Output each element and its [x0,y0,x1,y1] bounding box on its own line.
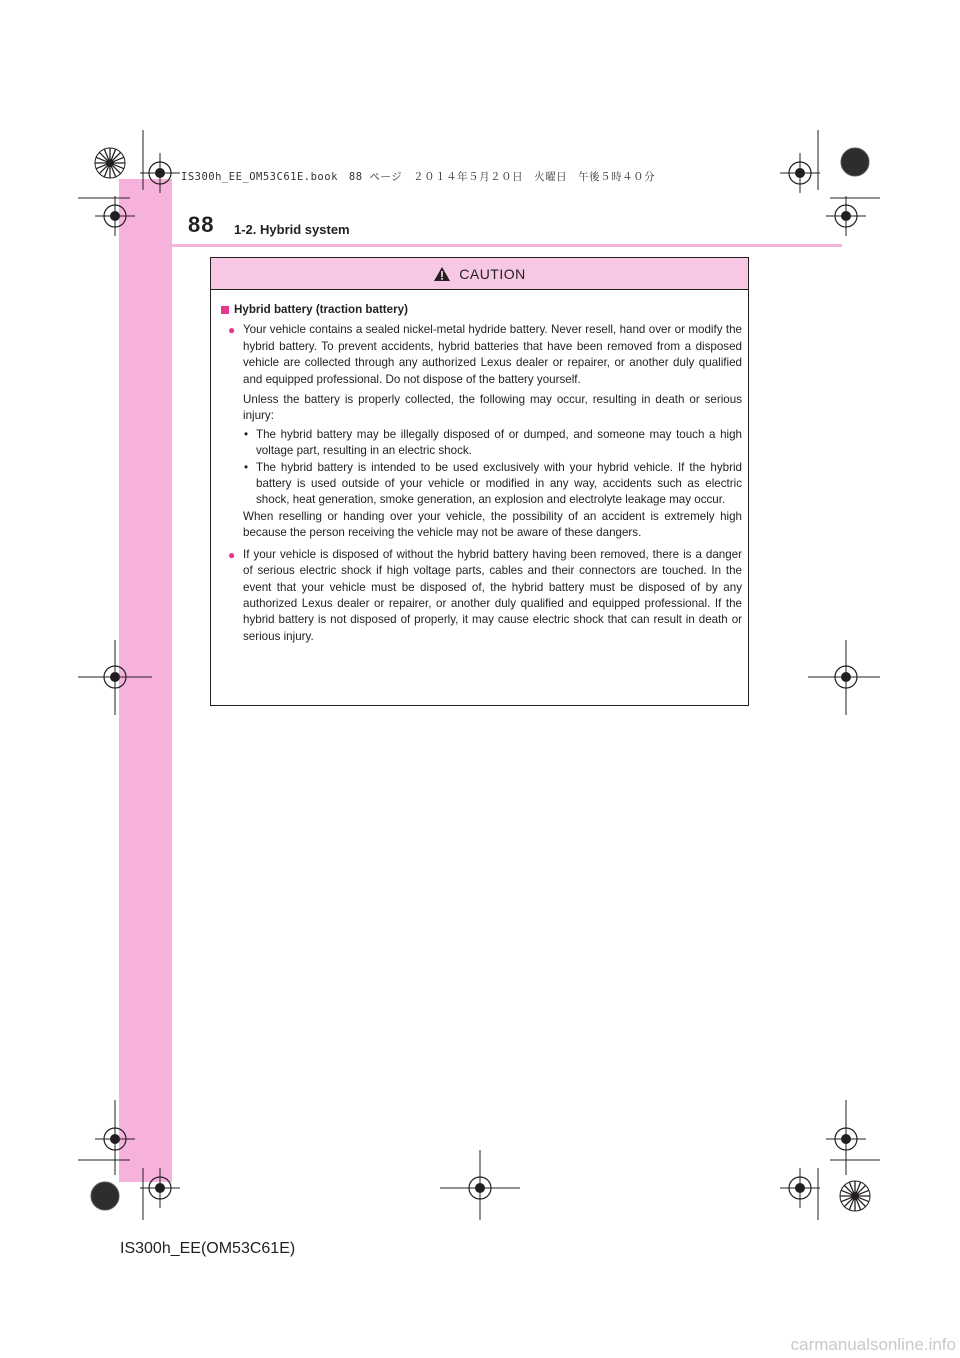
paragraph: Unless the battery is properly collected, the following may occur, resulting in death or serious injury: [243,393,742,423]
caution-header [211,258,748,290]
crosshair-icon [780,1168,820,1208]
caution-box [210,257,749,706]
sub-bullet-item [243,427,742,460]
page-number: 88 [188,212,215,237]
crosshair-icon [140,153,180,193]
subheading-text: Hybrid battery (traction battery) [234,303,408,316]
subheading [221,302,742,318]
crosshair-icon [826,196,866,236]
crosshair-icon [95,196,135,236]
caution-body [211,290,748,645]
caution-item [221,322,742,541]
dot-bullet-icon: • [244,460,249,474]
sub-bullet-item [243,460,742,509]
caution-label: CAUTION [459,265,526,282]
sub-bullet-list [243,427,742,509]
circle-bullet-icon: ● [228,323,236,338]
dot-bullet-icon: • [244,427,249,441]
paragraph: When reselling or handing over your vehicle, the possibility of an accident is extremely high because the person receiving the vehicle may not be aware of these dangers. [243,509,742,540]
crosshair-icon [140,1168,180,1208]
registration-dot-icon [841,148,869,176]
caution-item [221,547,742,645]
sub-bullet-text: The hybrid battery is intended to be used exclusively with your hybrid vehicle. If the hybrid battery is used outside of your vehicle or modified in any way, accidents such as electric shock, heat generation, smoke generation, an explosion and electrolyte leakage may occur. [256,460,742,507]
crosshair-icon [780,153,820,193]
registration-star-icon [840,1181,870,1211]
circle-bullet-icon: ● [228,547,236,562]
square-bullet-icon [221,306,229,314]
warning-triangle-icon [433,266,451,282]
footer-code: IS300h_EE(OM53C61E) [120,1240,296,1257]
registration-dot-icon [91,1182,119,1210]
paragraph: If your vehicle is disposed of without the hybrid battery having been removed, there is a danger of serious electric shock if high voltage parts, cables and their connectors are touched. In the event that your vehicle must be disposed of, the hybrid battery must be disposed of by any authorized Lexus dealer or repairer, or another duly qualified and equipped professional. If the hybrid battery is not disposed of properly, it may cause electric shock that can result in death or serious injury. [243,547,742,643]
registration-star-icon [95,148,125,178]
section-title: 1-2. Hybrid system [234,222,350,237]
sub-bullet-text: The hybrid battery may be illegally disposed of or dumped, and someone may touch a high voltage part, resulting in an electric shock. [256,427,742,458]
paragraph: Your vehicle contains a sealed nickel-metal hydride battery. Never resell, hand over or modify the hybrid battery. To prevent accidents, hybrid batteries that have been removed from a disposed vehicle are collected through any authorized Lexus dealer or repairer, or another duly qualified and equipped professional. Do not dispose of the battery yourself. [243,323,742,386]
print-stamp: IS300h_EE_OM53C61E.book 88 ページ ２０１４年５月２０日 火曜日 午後５時４０分 [181,171,656,183]
watermark: carmanualsonline.info [790,1335,956,1354]
